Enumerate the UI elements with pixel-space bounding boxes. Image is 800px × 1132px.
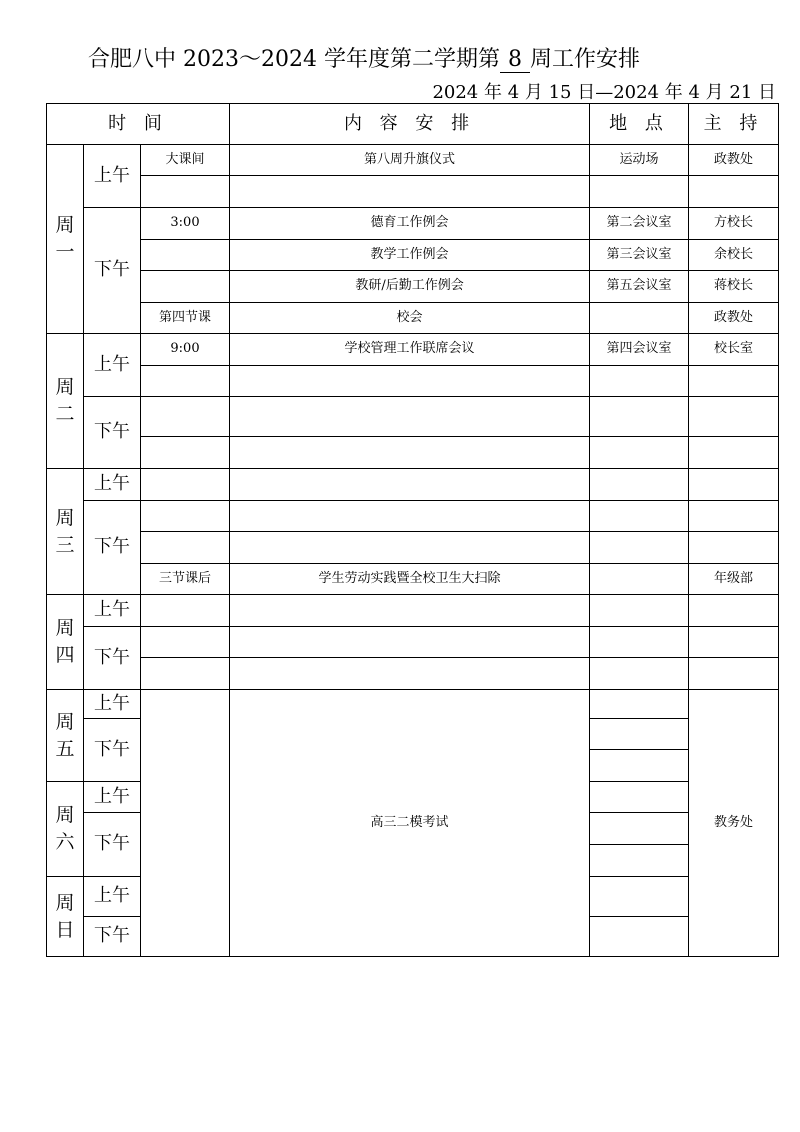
content-cell: 德育工作例会 bbox=[230, 208, 590, 240]
half-label-am: 上午 bbox=[84, 782, 141, 813]
table-row bbox=[47, 658, 779, 690]
table-row bbox=[47, 334, 779, 366]
location-cell bbox=[590, 564, 689, 595]
table-row bbox=[47, 303, 779, 334]
day-cell-fri: 周 五 bbox=[47, 690, 84, 782]
half-label-pm: 下午 bbox=[84, 397, 141, 469]
half-label-pm: 下午 bbox=[84, 627, 141, 690]
half-label-am: 上午 bbox=[84, 334, 141, 397]
time-cell bbox=[141, 240, 230, 271]
content-cell: 教学工作例会 bbox=[230, 240, 590, 271]
half-label-pm: 下午 bbox=[84, 208, 141, 334]
exam-content-cell: 高三二模考试 bbox=[230, 690, 590, 957]
week-number: 8 bbox=[500, 48, 530, 73]
title-suffix: 周工作安排 bbox=[529, 47, 640, 72]
day-cell-wed: 周 三 bbox=[47, 469, 84, 595]
time-cell: 三节课后 bbox=[141, 564, 230, 595]
content-cell: 校会 bbox=[230, 303, 590, 334]
host-cell: 蒋校长 bbox=[689, 271, 779, 303]
location-cell: 第四会议室 bbox=[590, 334, 689, 366]
host-cell: 校长室 bbox=[689, 334, 779, 366]
table-row bbox=[47, 595, 779, 627]
page-title bbox=[88, 42, 640, 73]
host-cell: 政教处 bbox=[689, 145, 779, 176]
half-label-am: 上午 bbox=[84, 145, 141, 208]
table-row bbox=[47, 437, 779, 469]
host-cell: 余校长 bbox=[689, 240, 779, 271]
header-content: 内 容 安 排 bbox=[230, 104, 590, 145]
time-cell: 9:00 bbox=[141, 334, 230, 366]
content-cell: 第八周升旗仪式 bbox=[230, 145, 590, 176]
location-cell: 第五会议室 bbox=[590, 271, 689, 303]
schedule-table bbox=[46, 103, 779, 957]
day-cell-sat: 周 六 bbox=[47, 782, 84, 877]
table-row bbox=[47, 366, 779, 397]
day-cell-tue: 周 二 bbox=[47, 334, 84, 469]
table-row bbox=[47, 627, 779, 658]
time-cell: 大课间 bbox=[141, 145, 230, 176]
half-label-am: 上午 bbox=[84, 877, 141, 917]
time-cell: 第四节课 bbox=[141, 303, 230, 334]
table-row bbox=[47, 532, 779, 564]
day-cell-sun: 周 日 bbox=[47, 877, 84, 957]
half-label-pm: 下午 bbox=[84, 719, 141, 782]
time-cell: 3:00 bbox=[141, 208, 230, 240]
table-row bbox=[47, 240, 779, 271]
header-host: 主 持 bbox=[689, 104, 779, 145]
host-cell: 年级部 bbox=[689, 564, 779, 595]
header-row bbox=[47, 104, 779, 145]
table-row bbox=[47, 469, 779, 501]
title-prefix: 合肥八中 2023～2024 学年度第二学期第 bbox=[88, 47, 500, 72]
table-row bbox=[47, 690, 779, 719]
half-label-am: 上午 bbox=[84, 595, 141, 627]
location-cell bbox=[590, 303, 689, 334]
host-cell: 政教处 bbox=[689, 303, 779, 334]
header-time: 时 间 bbox=[47, 104, 230, 145]
location-cell: 运动场 bbox=[590, 145, 689, 176]
day-cell-mon: 周 一 bbox=[47, 145, 84, 334]
table-row bbox=[47, 208, 779, 240]
date-range: 2024 年 4 月 15 日—2024 年 4 月 21 日 bbox=[432, 82, 776, 103]
table-row bbox=[47, 145, 779, 176]
half-label-pm: 下午 bbox=[84, 917, 141, 957]
half-label-am: 上午 bbox=[84, 469, 141, 501]
table-row bbox=[47, 176, 779, 208]
time-cell bbox=[141, 271, 230, 303]
content-cell: 教研/后勤工作例会 bbox=[230, 271, 590, 303]
half-label-pm: 下午 bbox=[84, 501, 141, 595]
table-row bbox=[47, 271, 779, 303]
location-cell: 第二会议室 bbox=[590, 208, 689, 240]
day-cell-thu: 周 四 bbox=[47, 595, 84, 690]
time-cell bbox=[141, 690, 230, 957]
content-cell: 学校管理工作联席会议 bbox=[230, 334, 590, 366]
table-row bbox=[47, 501, 779, 532]
content-cell: 学生劳动实践暨全校卫生大扫除 bbox=[230, 564, 590, 595]
table-row bbox=[47, 397, 779, 437]
exam-host-cell: 教务处 bbox=[689, 690, 779, 957]
host-cell: 方校长 bbox=[689, 208, 779, 240]
header-location: 地 点 bbox=[590, 104, 689, 145]
half-label-am: 上午 bbox=[84, 690, 141, 719]
table-row bbox=[47, 564, 779, 595]
half-label-pm: 下午 bbox=[84, 813, 141, 877]
location-cell: 第三会议室 bbox=[590, 240, 689, 271]
